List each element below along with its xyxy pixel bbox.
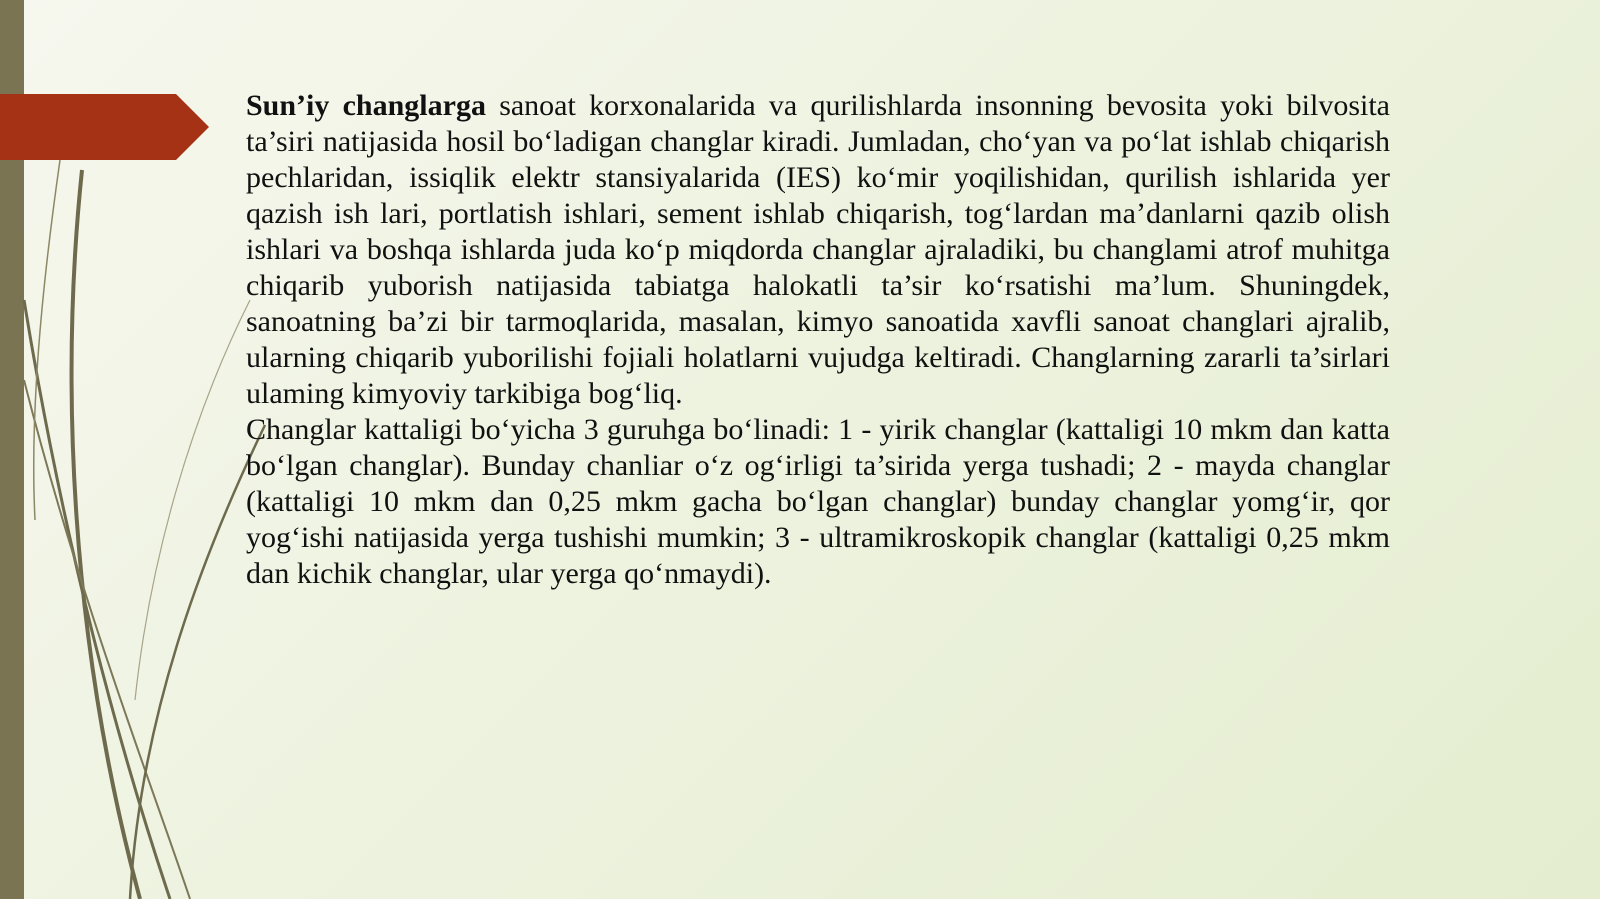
curve-line-2 — [24, 300, 170, 899]
paragraph-main — [246, 88, 1390, 412]
curve-line-6 — [135, 300, 250, 700]
arrow-shape — [0, 94, 209, 160]
lead-bold-text: Sun’iy changlarga — [246, 89, 486, 122]
curve-line-3 — [24, 380, 190, 899]
curve-line-1 — [72, 170, 140, 899]
body-text: sanoat korxonalarida va qurilishlarda insonning bevosita yoki bilvosita ta’siri natijasida hosil bo‘ladigan changlar kiradi. Jumladan, cho‘yan va po‘lat ishlab chiqarish pechlaridan, issiqlik elektr stansiyalarida (IES) ko‘mir yoqilishidan, qurilish ishlarida yer qazish ish lari, portlatish ishlari, sement ishlab chiqarish, tog‘lardan ma’danlarni qazib olish ishlari va boshqa ishlarda juda ko‘p miqdorda changlar ajraladiki, bu changlami atrof muhitga chiqarib yuborish natijasida tabiatga halokatli ta’sir ko‘rsatishi ma’lum. Shuningdek, sanoatning ba’zi bir tarmoqlarida, masalan, kimyo sanoatida xavfli sanoat changlari ajralib, ularning chiqarib yuborilishi fojiali holatlarni vujudga keltiradi. Changlarning zararli ta’sirlari ulaming kimyoviy tarkibiga bog‘liq. — [246, 89, 1390, 410]
curve-line-4 — [130, 425, 265, 899]
slide-text-block — [246, 88, 1390, 592]
paragraph-size-groups: Changlar kattaligi bo‘yicha 3 guruhga bo‘linadi: 1 - yirik changlar (kattaligi 10 mkm dan katta bo‘lgan changlar). Bunday chanliar o‘z og‘irligi ta’sirida yerga tushadi; 2 - mayda changlar (kattaligi 10 mkm dan 0,25 mkm gacha bo‘lgan changlar) bunday changlar yomg‘ir, qor yog‘ishi natijasida yerga tushishi mumkin; 3 - ultramikroskopik changlar (kattaligi 0,25 mkm dan kichik changlar, ular yerga qo‘nmaydi). — [246, 413, 1390, 590]
